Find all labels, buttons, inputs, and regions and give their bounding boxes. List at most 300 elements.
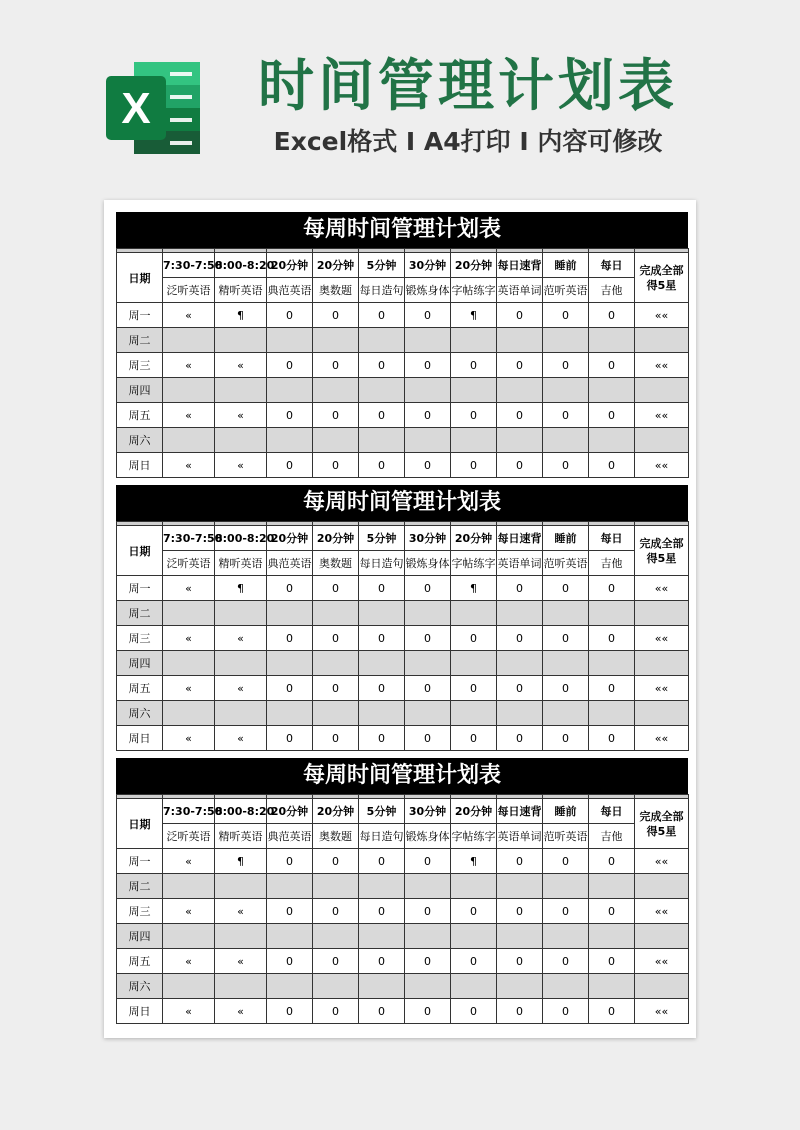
value-cell[interactable]: «: [215, 353, 267, 378]
value-cell[interactable]: [313, 601, 359, 626]
value-cell[interactable]: [497, 328, 543, 353]
value-cell[interactable]: 0: [497, 849, 543, 874]
column-task-header[interactable]: 奥数题: [313, 824, 359, 849]
value-cell[interactable]: 0: [313, 899, 359, 924]
value-cell[interactable]: 0: [359, 899, 405, 924]
value-cell[interactable]: «: [215, 899, 267, 924]
column-time-header[interactable]: 睡前: [543, 799, 589, 824]
value-cell[interactable]: 0: [589, 849, 635, 874]
value-cell[interactable]: [163, 378, 215, 403]
value-cell[interactable]: 0: [497, 353, 543, 378]
value-cell[interactable]: 0: [359, 849, 405, 874]
column-task-header[interactable]: 每日造句: [359, 551, 405, 576]
value-cell[interactable]: 0: [405, 949, 451, 974]
value-cell[interactable]: 0: [313, 303, 359, 328]
value-cell[interactable]: 0: [451, 353, 497, 378]
value-cell[interactable]: 0: [267, 303, 313, 328]
value-cell[interactable]: 0: [589, 453, 635, 478]
column-time-header[interactable]: 5分钟: [359, 799, 405, 824]
column-task-header[interactable]: 英语单词: [497, 278, 543, 303]
value-cell[interactable]: 0: [497, 453, 543, 478]
value-cell[interactable]: ¶: [451, 576, 497, 601]
value-cell[interactable]: 0: [543, 626, 589, 651]
value-cell[interactable]: 0: [451, 999, 497, 1024]
value-cell[interactable]: «: [215, 626, 267, 651]
value-cell[interactable]: [543, 874, 589, 899]
value-cell[interactable]: 0: [359, 303, 405, 328]
value-cell[interactable]: [359, 974, 405, 999]
value-cell[interactable]: 0: [359, 949, 405, 974]
column-time-header[interactable]: 30分钟: [405, 799, 451, 824]
value-cell[interactable]: [497, 974, 543, 999]
value-cell[interactable]: 0: [267, 899, 313, 924]
day-cell[interactable]: 周五: [117, 949, 163, 974]
complete-cell[interactable]: ««: [635, 576, 689, 601]
value-cell[interactable]: 0: [267, 403, 313, 428]
column-task-header[interactable]: 锻炼身体: [405, 551, 451, 576]
day-cell[interactable]: 周日: [117, 453, 163, 478]
column-time-header[interactable]: 8:00-8:20: [215, 253, 267, 278]
column-time-header[interactable]: 7:30-7:50: [163, 799, 215, 824]
value-cell[interactable]: [543, 924, 589, 949]
value-cell[interactable]: 0: [497, 899, 543, 924]
day-cell[interactable]: 周三: [117, 899, 163, 924]
column-task-header[interactable]: 英语单词: [497, 824, 543, 849]
complete-cell[interactable]: [635, 701, 689, 726]
value-cell[interactable]: 0: [589, 576, 635, 601]
value-cell[interactable]: [359, 378, 405, 403]
value-cell[interactable]: 0: [267, 353, 313, 378]
value-cell[interactable]: [451, 601, 497, 626]
column-time-header[interactable]: 8:00-8:20: [215, 799, 267, 824]
column-time-header[interactable]: 20分钟: [267, 253, 313, 278]
column-time-header[interactable]: 每日: [589, 526, 635, 551]
value-cell[interactable]: [589, 601, 635, 626]
value-cell[interactable]: [215, 874, 267, 899]
value-cell[interactable]: 0: [405, 353, 451, 378]
column-time-header[interactable]: 20分钟: [451, 526, 497, 551]
value-cell[interactable]: 0: [589, 949, 635, 974]
value-cell[interactable]: 0: [267, 949, 313, 974]
value-cell[interactable]: 0: [405, 676, 451, 701]
value-cell[interactable]: 0: [359, 403, 405, 428]
day-cell[interactable]: 周二: [117, 874, 163, 899]
value-cell[interactable]: [215, 601, 267, 626]
value-cell[interactable]: [543, 651, 589, 676]
value-cell[interactable]: «: [215, 676, 267, 701]
value-cell[interactable]: [589, 974, 635, 999]
value-cell[interactable]: [215, 701, 267, 726]
value-cell[interactable]: 0: [589, 726, 635, 751]
day-cell[interactable]: 周二: [117, 601, 163, 626]
value-cell[interactable]: «: [215, 453, 267, 478]
column-task-header[interactable]: 锻炼身体: [405, 824, 451, 849]
value-cell[interactable]: 0: [497, 576, 543, 601]
complete-cell[interactable]: [635, 428, 689, 453]
value-cell[interactable]: 0: [497, 949, 543, 974]
value-cell[interactable]: «: [163, 576, 215, 601]
value-cell[interactable]: [359, 874, 405, 899]
column-time-header[interactable]: 20分钟: [313, 526, 359, 551]
value-cell[interactable]: [451, 924, 497, 949]
value-cell[interactable]: [267, 874, 313, 899]
value-cell[interactable]: 0: [405, 999, 451, 1024]
column-task-header[interactable]: 字帖练字: [451, 278, 497, 303]
value-cell[interactable]: [497, 378, 543, 403]
value-cell[interactable]: [543, 601, 589, 626]
value-cell[interactable]: «: [215, 999, 267, 1024]
value-cell[interactable]: 0: [543, 676, 589, 701]
complete-cell[interactable]: [635, 874, 689, 899]
value-cell[interactable]: [163, 328, 215, 353]
value-cell[interactable]: 0: [359, 676, 405, 701]
value-cell[interactable]: 0: [313, 999, 359, 1024]
day-cell[interactable]: 周六: [117, 701, 163, 726]
column-task-header[interactable]: 英语单词: [497, 551, 543, 576]
value-cell[interactable]: [451, 974, 497, 999]
value-cell[interactable]: ¶: [215, 849, 267, 874]
value-cell[interactable]: [359, 651, 405, 676]
value-cell[interactable]: [267, 378, 313, 403]
complete-cell[interactable]: ««: [635, 899, 689, 924]
value-cell[interactable]: [163, 874, 215, 899]
value-cell[interactable]: 0: [451, 726, 497, 751]
value-cell[interactable]: [451, 328, 497, 353]
value-cell[interactable]: 0: [359, 353, 405, 378]
value-cell[interactable]: «: [215, 726, 267, 751]
value-cell[interactable]: 0: [405, 726, 451, 751]
value-cell[interactable]: 0: [313, 949, 359, 974]
value-cell[interactable]: [313, 974, 359, 999]
column-time-header[interactable]: 每日: [589, 253, 635, 278]
complete-cell[interactable]: ««: [635, 403, 689, 428]
value-cell[interactable]: 0: [405, 453, 451, 478]
value-cell[interactable]: 0: [451, 626, 497, 651]
value-cell[interactable]: «: [163, 726, 215, 751]
value-cell[interactable]: 0: [313, 453, 359, 478]
value-cell[interactable]: 0: [497, 403, 543, 428]
column-task-header[interactable]: 吉他: [589, 824, 635, 849]
value-cell[interactable]: 0: [543, 353, 589, 378]
complete-cell[interactable]: [635, 378, 689, 403]
value-cell[interactable]: «: [163, 849, 215, 874]
value-cell[interactable]: 0: [543, 453, 589, 478]
value-cell[interactable]: 0: [405, 576, 451, 601]
value-cell[interactable]: 0: [497, 676, 543, 701]
value-cell[interactable]: 0: [451, 676, 497, 701]
value-cell[interactable]: 0: [543, 999, 589, 1024]
value-cell[interactable]: 0: [543, 576, 589, 601]
complete-cell[interactable]: ««: [635, 949, 689, 974]
column-task-header[interactable]: 泛听英语: [163, 824, 215, 849]
value-cell[interactable]: [497, 874, 543, 899]
value-cell[interactable]: 0: [589, 403, 635, 428]
complete-cell[interactable]: [635, 974, 689, 999]
value-cell[interactable]: 0: [589, 999, 635, 1024]
value-cell[interactable]: «: [163, 676, 215, 701]
value-cell[interactable]: [163, 428, 215, 453]
value-cell[interactable]: 0: [313, 726, 359, 751]
value-cell[interactable]: [451, 651, 497, 676]
column-task-header[interactable]: 典范英语: [267, 824, 313, 849]
value-cell[interactable]: [543, 701, 589, 726]
value-cell[interactable]: ¶: [215, 576, 267, 601]
column-task-header[interactable]: 锻炼身体: [405, 278, 451, 303]
value-cell[interactable]: [267, 428, 313, 453]
value-cell[interactable]: 0: [313, 353, 359, 378]
value-cell[interactable]: 0: [543, 949, 589, 974]
value-cell[interactable]: [405, 924, 451, 949]
column-task-header[interactable]: 范听英语: [543, 551, 589, 576]
value-cell[interactable]: [405, 428, 451, 453]
value-cell[interactable]: [589, 651, 635, 676]
day-cell[interactable]: 周三: [117, 353, 163, 378]
value-cell[interactable]: 0: [267, 453, 313, 478]
value-cell[interactable]: [267, 974, 313, 999]
value-cell[interactable]: [543, 974, 589, 999]
value-cell[interactable]: 0: [313, 676, 359, 701]
value-cell[interactable]: 0: [313, 626, 359, 651]
value-cell[interactable]: 0: [543, 849, 589, 874]
value-cell[interactable]: [589, 378, 635, 403]
value-cell[interactable]: [405, 651, 451, 676]
value-cell[interactable]: 0: [589, 353, 635, 378]
value-cell[interactable]: 0: [267, 999, 313, 1024]
value-cell[interactable]: 0: [589, 303, 635, 328]
value-cell[interactable]: 0: [267, 849, 313, 874]
value-cell[interactable]: 0: [267, 726, 313, 751]
value-cell[interactable]: «: [163, 949, 215, 974]
value-cell[interactable]: «: [163, 453, 215, 478]
column-task-header[interactable]: 奥数题: [313, 551, 359, 576]
value-cell[interactable]: [267, 601, 313, 626]
value-cell[interactable]: [451, 874, 497, 899]
day-cell[interactable]: 周五: [117, 676, 163, 701]
column-time-header[interactable]: 7:30-7:50: [163, 526, 215, 551]
value-cell[interactable]: [405, 701, 451, 726]
column-time-header[interactable]: 20分钟: [267, 799, 313, 824]
complete-cell[interactable]: [635, 601, 689, 626]
value-cell[interactable]: [267, 328, 313, 353]
value-cell[interactable]: ¶: [215, 303, 267, 328]
value-cell[interactable]: [215, 428, 267, 453]
complete-cell[interactable]: [635, 651, 689, 676]
column-time-header[interactable]: 7:30-7:50: [163, 253, 215, 278]
column-task-header[interactable]: 泛听英语: [163, 551, 215, 576]
column-task-header[interactable]: 字帖练字: [451, 824, 497, 849]
day-cell[interactable]: 周一: [117, 303, 163, 328]
day-cell[interactable]: 周六: [117, 428, 163, 453]
complete-cell[interactable]: ««: [635, 626, 689, 651]
complete-cell[interactable]: ««: [635, 303, 689, 328]
value-cell[interactable]: [359, 601, 405, 626]
value-cell[interactable]: 0: [497, 999, 543, 1024]
value-cell[interactable]: 0: [405, 626, 451, 651]
value-cell[interactable]: «: [163, 999, 215, 1024]
column-task-header[interactable]: 字帖练字: [451, 551, 497, 576]
day-cell[interactable]: 周日: [117, 726, 163, 751]
column-time-header[interactable]: 睡前: [543, 253, 589, 278]
value-cell[interactable]: [405, 328, 451, 353]
day-cell[interactable]: 周一: [117, 849, 163, 874]
value-cell[interactable]: [405, 601, 451, 626]
day-cell[interactable]: 周日: [117, 999, 163, 1024]
value-cell[interactable]: 0: [497, 626, 543, 651]
value-cell[interactable]: [359, 701, 405, 726]
column-task-header[interactable]: 范听英语: [543, 278, 589, 303]
value-cell[interactable]: [267, 651, 313, 676]
value-cell[interactable]: «: [163, 303, 215, 328]
column-time-header[interactable]: 每日速背: [497, 526, 543, 551]
column-time-header[interactable]: 20分钟: [451, 799, 497, 824]
value-cell[interactable]: [405, 378, 451, 403]
column-task-header[interactable]: 精听英语: [215, 824, 267, 849]
value-cell[interactable]: 0: [543, 726, 589, 751]
value-cell[interactable]: 0: [359, 576, 405, 601]
value-cell[interactable]: 0: [405, 403, 451, 428]
column-time-header[interactable]: 8:00-8:20: [215, 526, 267, 551]
column-task-header[interactable]: 精听英语: [215, 278, 267, 303]
column-time-header[interactable]: 每日速背: [497, 253, 543, 278]
column-time-header[interactable]: 30分钟: [405, 253, 451, 278]
value-cell[interactable]: 0: [451, 453, 497, 478]
day-cell[interactable]: 周二: [117, 328, 163, 353]
value-cell[interactable]: 0: [451, 899, 497, 924]
value-cell[interactable]: 0: [451, 403, 497, 428]
column-time-header[interactable]: 20分钟: [313, 799, 359, 824]
column-time-header[interactable]: 20分钟: [313, 253, 359, 278]
value-cell[interactable]: 0: [589, 676, 635, 701]
value-cell[interactable]: [589, 874, 635, 899]
value-cell[interactable]: [215, 651, 267, 676]
value-cell[interactable]: 0: [359, 626, 405, 651]
value-cell[interactable]: [589, 428, 635, 453]
value-cell[interactable]: «: [163, 626, 215, 651]
value-cell[interactable]: [163, 974, 215, 999]
value-cell[interactable]: [313, 428, 359, 453]
value-cell[interactable]: 0: [359, 726, 405, 751]
value-cell[interactable]: [313, 874, 359, 899]
value-cell[interactable]: 0: [405, 899, 451, 924]
value-cell[interactable]: [313, 701, 359, 726]
value-cell[interactable]: [359, 924, 405, 949]
day-cell[interactable]: 周四: [117, 924, 163, 949]
column-time-header[interactable]: 20分钟: [267, 526, 313, 551]
value-cell[interactable]: [267, 924, 313, 949]
value-cell[interactable]: 0: [497, 726, 543, 751]
value-cell[interactable]: [589, 701, 635, 726]
value-cell[interactable]: ¶: [451, 849, 497, 874]
value-cell[interactable]: [451, 701, 497, 726]
day-cell[interactable]: 周四: [117, 378, 163, 403]
column-task-header[interactable]: 范听英语: [543, 824, 589, 849]
value-cell[interactable]: [497, 924, 543, 949]
column-task-header[interactable]: 奥数题: [313, 278, 359, 303]
value-cell[interactable]: [163, 601, 215, 626]
complete-cell[interactable]: ««: [635, 849, 689, 874]
value-cell[interactable]: 0: [589, 626, 635, 651]
value-cell[interactable]: [313, 924, 359, 949]
column-time-header[interactable]: 30分钟: [405, 526, 451, 551]
value-cell[interactable]: 0: [543, 303, 589, 328]
value-cell[interactable]: [497, 701, 543, 726]
value-cell[interactable]: [359, 428, 405, 453]
complete-cell[interactable]: [635, 924, 689, 949]
column-time-header[interactable]: 每日速背: [497, 799, 543, 824]
value-cell[interactable]: 0: [267, 626, 313, 651]
value-cell[interactable]: 0: [359, 453, 405, 478]
value-cell[interactable]: 0: [405, 849, 451, 874]
value-cell[interactable]: [451, 378, 497, 403]
value-cell[interactable]: 0: [267, 576, 313, 601]
column-time-header[interactable]: 睡前: [543, 526, 589, 551]
value-cell[interactable]: 0: [359, 999, 405, 1024]
value-cell[interactable]: [497, 651, 543, 676]
value-cell[interactable]: [163, 924, 215, 949]
value-cell[interactable]: [215, 974, 267, 999]
value-cell[interactable]: «: [215, 403, 267, 428]
column-time-header[interactable]: 每日: [589, 799, 635, 824]
column-task-header[interactable]: 吉他: [589, 278, 635, 303]
column-task-header[interactable]: 精听英语: [215, 551, 267, 576]
column-task-header[interactable]: 泛听英语: [163, 278, 215, 303]
value-cell[interactable]: [163, 701, 215, 726]
value-cell[interactable]: [589, 328, 635, 353]
value-cell[interactable]: 0: [313, 576, 359, 601]
day-cell[interactable]: 周三: [117, 626, 163, 651]
value-cell[interactable]: 0: [543, 403, 589, 428]
value-cell[interactable]: «: [163, 899, 215, 924]
value-cell[interactable]: [215, 328, 267, 353]
value-cell[interactable]: 0: [543, 899, 589, 924]
value-cell[interactable]: [267, 701, 313, 726]
value-cell[interactable]: [497, 428, 543, 453]
value-cell[interactable]: 0: [313, 849, 359, 874]
value-cell[interactable]: «: [215, 949, 267, 974]
complete-cell[interactable]: ««: [635, 353, 689, 378]
value-cell[interactable]: [589, 924, 635, 949]
value-cell[interactable]: [215, 924, 267, 949]
value-cell[interactable]: [405, 974, 451, 999]
day-cell[interactable]: 周四: [117, 651, 163, 676]
value-cell[interactable]: [543, 428, 589, 453]
column-task-header[interactable]: 典范英语: [267, 278, 313, 303]
value-cell[interactable]: [497, 601, 543, 626]
value-cell[interactable]: [451, 428, 497, 453]
value-cell[interactable]: «: [163, 353, 215, 378]
complete-cell[interactable]: ««: [635, 726, 689, 751]
column-task-header[interactable]: 典范英语: [267, 551, 313, 576]
value-cell[interactable]: [163, 651, 215, 676]
value-cell[interactable]: «: [163, 403, 215, 428]
value-cell[interactable]: [313, 378, 359, 403]
value-cell[interactable]: 0: [267, 676, 313, 701]
value-cell[interactable]: 0: [405, 303, 451, 328]
column-time-header[interactable]: 5分钟: [359, 526, 405, 551]
column-time-header[interactable]: 5分钟: [359, 253, 405, 278]
column-time-header[interactable]: 20分钟: [451, 253, 497, 278]
complete-cell[interactable]: [635, 328, 689, 353]
column-task-header[interactable]: 每日造句: [359, 278, 405, 303]
value-cell[interactable]: 0: [497, 303, 543, 328]
value-cell[interactable]: [543, 378, 589, 403]
complete-cell[interactable]: ««: [635, 453, 689, 478]
value-cell[interactable]: 0: [451, 949, 497, 974]
value-cell[interactable]: ¶: [451, 303, 497, 328]
day-cell[interactable]: 周五: [117, 403, 163, 428]
value-cell[interactable]: [215, 378, 267, 403]
day-cell[interactable]: 周一: [117, 576, 163, 601]
